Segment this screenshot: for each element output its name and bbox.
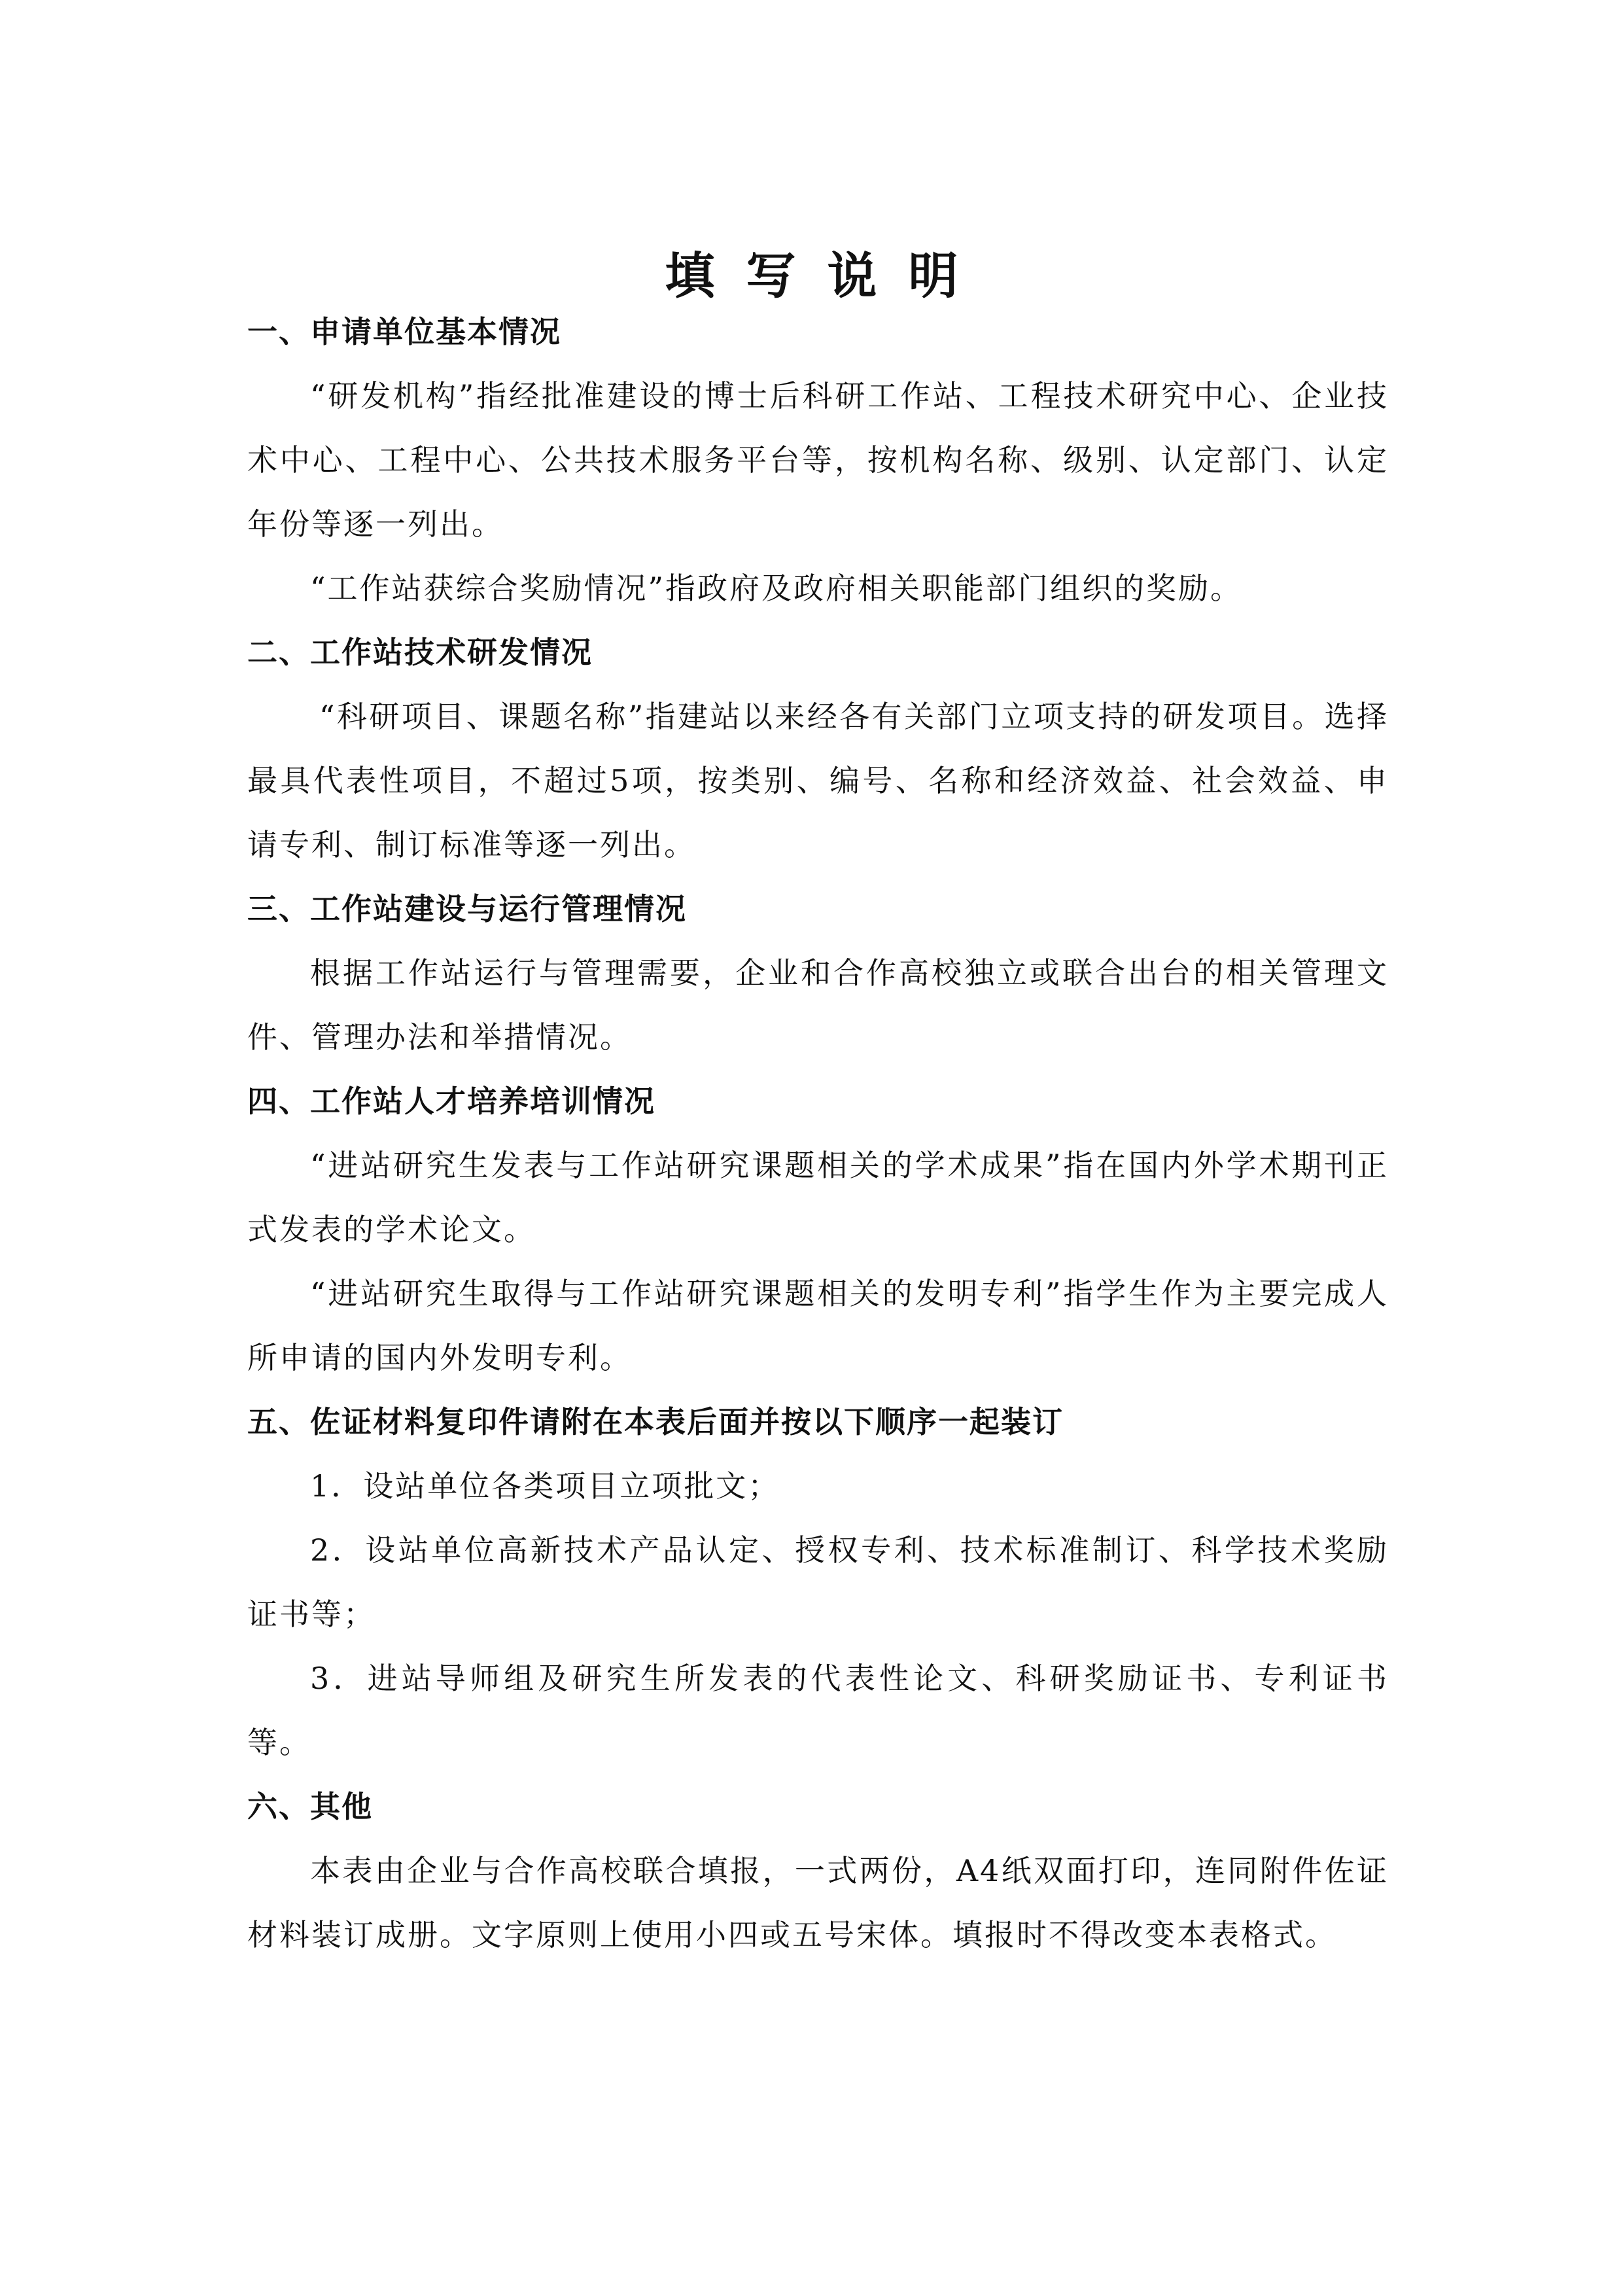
list-item: 1．设站单位各类项目立项批文； xyxy=(310,1468,780,1504)
document-title: 填写说明 xyxy=(665,247,990,305)
section-heading: 二、工作站技术研发情况 xyxy=(247,635,593,670)
document-body xyxy=(247,300,1389,1967)
list-item: 3．进站导师组及研究生所发表的代表性论文、科研奖励证书、专利证书等。 xyxy=(247,1661,1389,1760)
section-paragraph: 本表由企业与合作高校联合填报，一式两份，A4纸双面打印，连同附件佐证材料装订成册。文字原则上使用小四或五号宋体。填报时不得改变本表格式。 xyxy=(247,1853,1389,1952)
section-heading: 一、申请单位基本情况 xyxy=(247,314,561,349)
section-heading: 三、工作站建设与运行管理情况 xyxy=(247,891,687,927)
section-heading: 六、其他 xyxy=(247,1789,373,1824)
section-paragraph: “研发机构”指经批准建设的博士后科研工作站、工程技术研究中心、企业技术中心、工程中心、公共技术服务平台等，按机构名称、级别、认定部门、认定年份等逐一列出。 xyxy=(247,378,1389,542)
section-heading: 五、佐证材料复印件请附在本表后面并按以下顺序一起装订 xyxy=(247,1404,1064,1439)
section-paragraph: “进站研究生取得与工作站研究课题相关的发明专利”指学生作为主要完成人所申请的国内外发明专利。 xyxy=(247,1276,1389,1375)
section-paragraph: 根据工作站运行与管理需要，企业和合作高校独立或联合出台的相关管理文件、管理办法和举措情况。 xyxy=(247,955,1389,1055)
section-paragraph: “科研项目、课题名称”指建站以来经各有关部门立项支持的研发项目。选择最具代表性项目，不超过5项，按类别、编号、名称和经济效益、社会效益、申请专利、制订标准等逐一列出。 xyxy=(247,699,1389,862)
section-paragraph: “进站研究生发表与工作站研究课题相关的学术成果”指在国内外学术期刊正式发表的学术论文。 xyxy=(247,1148,1389,1247)
section-paragraph: “工作站获综合奖励情况”指政府及政府相关职能部门组织的奖励。 xyxy=(310,571,1243,606)
list-item: 2．设站单位高新技术产品认定、授权专利、技术标准制订、科学技术奖励证书等； xyxy=(247,1532,1389,1632)
section-heading: 四、工作站人才培养培训情况 xyxy=(247,1084,655,1119)
